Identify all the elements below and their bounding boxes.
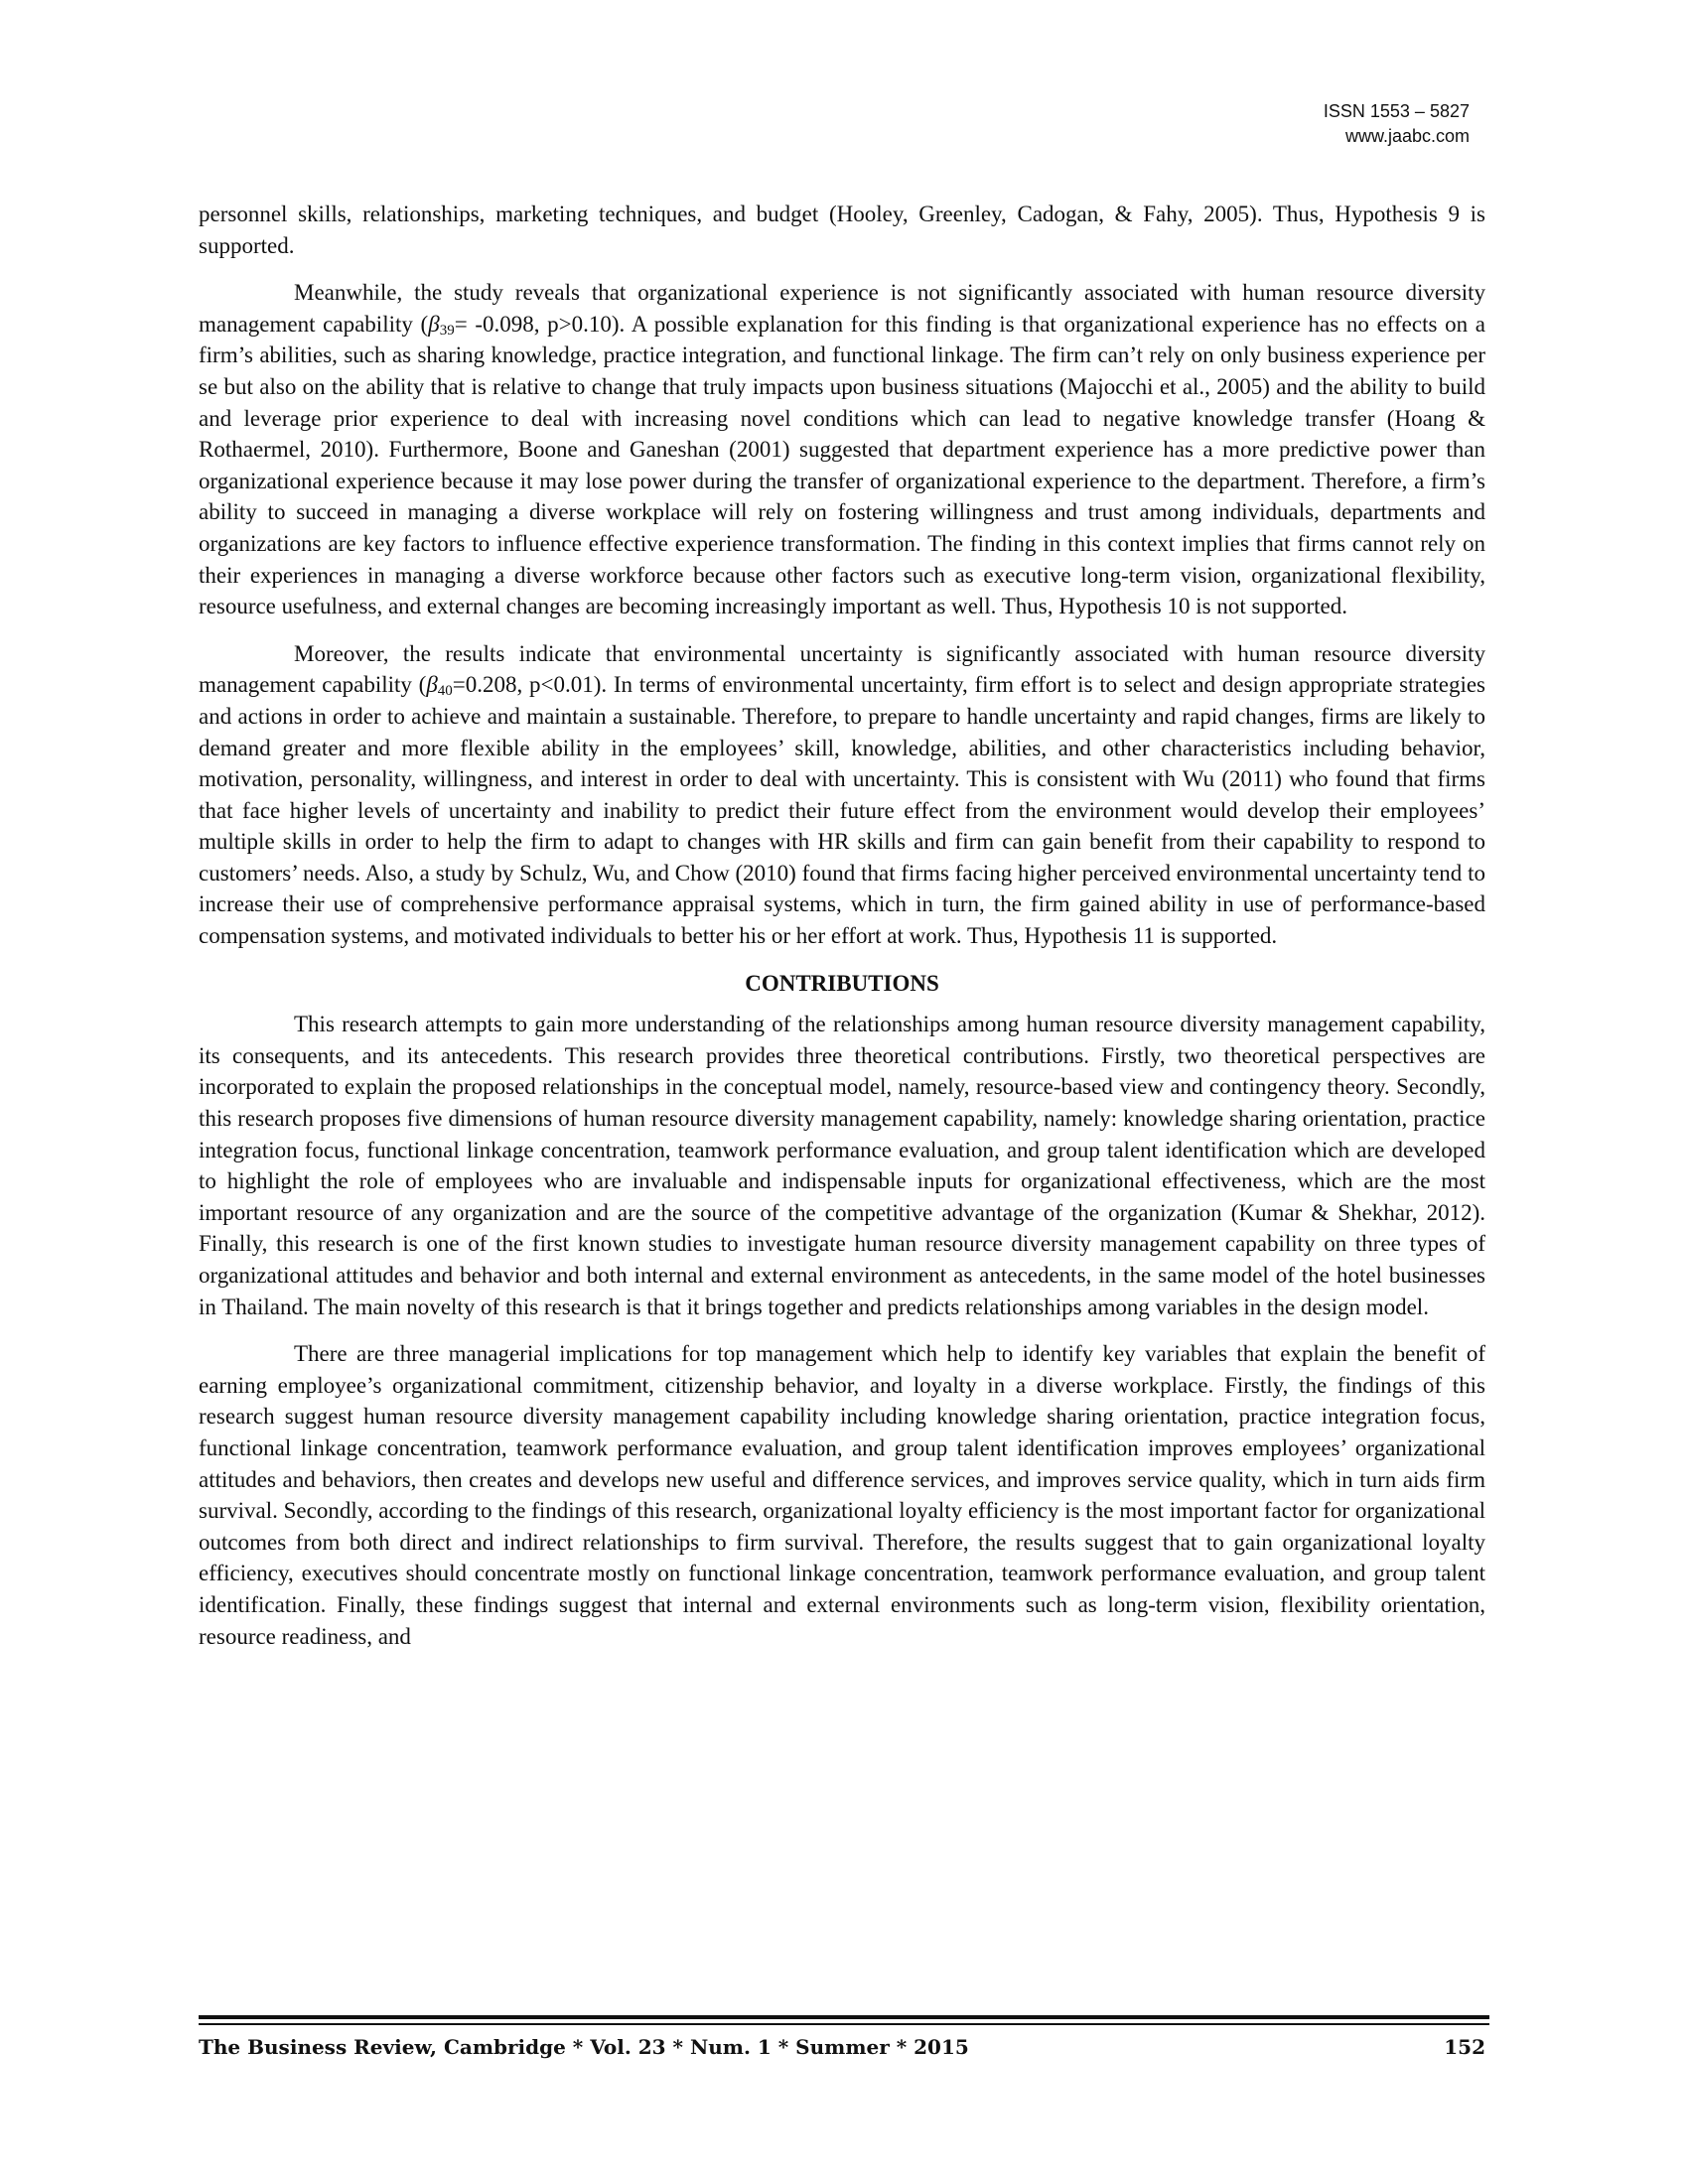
paragraph-theoretical-contributions: This research attempts to gain more understanding of the relationships among human resource diversity management capability, its consequents, and its antecedents. This research provides three theoretical contributions. Firstly, two theoretical perspectives are incorporated to explain the proposed relationships in the conceptual model, namely, resource-based view and contingency theory. Secondly, this research proposes five dimensions of human resource diversity management capability, namely: knowledge sharing orientation, practice integration focus, functional linkage concentration, teamwork performance evaluation, and group talent identification which are developed to highlight the role of employees who are invaluable and indispensable inputs for organizational effectiveness, which are the most important resource of any organization and are the source of the competitive advantage of the organization (Kumar & Shekhar, 2012). Finally, this research is one of the first known studies to investigate human resource diversity management capability on three types of organizational attitudes and behavior and both internal and external environment as antecedents, in the same model of the hotel businesses in Thailand. The main novelty of this research is that it brings together and predicts relationships among variables in the design model.: [199, 1012, 1485, 1319]
text-run: = -0.098, p>0.10). A possible explanation for this finding is that organizational experience has no effects on a firm’s abilities, such as sharing knowledge, practice integration, and functional linkage. The firm can’t rely on only business experience per se but also on the ability that is relative to change that truly impacts upon business situations (Majocchi et al., 2005) and the ability to build and leverage prior experience to deal with increasing novel conditions which can lead to negative knowledge transfer (Hoang & Rothaermel, 2010). Furthermore, Boone and Ganeshan (2001) suggested that department experience has a more predictive power than organizational experience because it may lose power during the transfer of organizational experience to the department. Therefore, a firm’s ability to succeed in managing a diverse workplace will rely on fostering willingness and trust among individuals, departments and organizations are key factors to influence effective experience transformation. The finding in this context implies that firms cannot rely on their experiences in managing a diverse workforce because other factors such as executive long-term vision, organizational flexibility, resource usefulness, and external changes are becoming increasingly important as well. Thus, Hypothesis 10 is not supported.: [199, 311, 1485, 619]
section-heading: CONTRIBUTIONS: [745, 970, 939, 996]
website-link[interactable]: www.jaabc.com: [1344, 126, 1470, 146]
footer-rule-thick: [199, 2015, 1489, 2019]
page-number: 152: [1444, 2035, 1485, 2059]
article-body: [199, 199, 1485, 1668]
beta-symbol: β: [426, 672, 438, 698]
issn-text: ISSN 1553 – 5827: [1323, 101, 1470, 121]
text-run: Moreover, the results indicate that environmental uncertainty is significantly associated with human resource diversity management capability (: [199, 640, 1485, 698]
beta-subscript: 40: [437, 683, 453, 700]
beta-subscript: 39: [439, 322, 455, 339]
text-run: =0.208, p<0.01). In terms of environmental uncertainty, firm effort is to select and design appropriate strategies and actions in order to achieve and maintain a sustainable. Therefore, to prepare to handle uncertainty and rapid changes, firms are likely to demand greater and more flexible ability in the employees’ skill, knowledge, abilities, and other characteristics including behavior, motivation, personality, willingness, and interest in order to deal with uncertainty. This is consistent with Wu (2011) who found that firms that face higher levels of uncertainty and inability to predict their future effect from the environment would develop their employees’ multiple skills in order to help the firm to adapt to changes with HR skills and firm can gain benefit from their capability to respond to customers’ needs. Also, a study by Schulz, Wu, and Chow (2010) found that firms facing higher perceived environmental uncertainty tend to increase their use of comprehensive performance appraisal systems, which in turn, the firm gained ability in use of performance-based compensation systems, and motivated individuals to better his or her effort at work. Thus, Hypothesis 11 is supported.: [199, 672, 1485, 949]
paragraph-hypothesis-9: personnel skills, relationships, marketing techniques, and budget (Hooley, Greenley, Cadogan, & Fahy, 2005). Thus, Hypothesis 9 is supported.: [199, 202, 1485, 258]
text-run: Meanwhile, the study reveals that organizational experience is not significantly associated with human resource diversity management capability (: [199, 280, 1485, 337]
paragraph-hypothesis-11: [199, 638, 1485, 952]
beta-symbol: β: [428, 311, 440, 337]
page-header: [1324, 99, 1470, 149]
page-footer: [199, 2035, 1485, 2059]
journal-citation: The Business Review, Cambridge * Vol. 23 * Num. 1 * Summer * 2015: [199, 2035, 969, 2059]
footer-rule-thin: [199, 2023, 1489, 2025]
paragraph-hypothesis-10: [199, 277, 1485, 622]
paragraph-managerial-implications: There are three managerial implications for top management which help to identify key variables that explain the benefit of earning employee’s organizational commitment, citizenship behavior, and loyalty in a diverse workplace. Firstly, the findings of this research suggest human resource diversity management capability including knowledge sharing orientation, practice integration focus, functional linkage concentration, teamwork performance evaluation, and group talent identification improves employees’ organizational attitudes and behaviors, then creates and develops new useful and difference services, and improves service quality, which in turn aids firm survival. Secondly, according to the findings of this research, organizational loyalty efficiency is the most important factor for organizational outcomes from both direct and indirect relationships to firm survival. Therefore, the results suggest that to gain organizational loyalty efficiency, executives should concentrate mostly on functional linkage concentration, teamwork performance evaluation, and group talent identification. Finally, these findings suggest that internal and external environments such as long-term vision, flexibility orientation, resource readiness, and: [199, 1341, 1485, 1649]
